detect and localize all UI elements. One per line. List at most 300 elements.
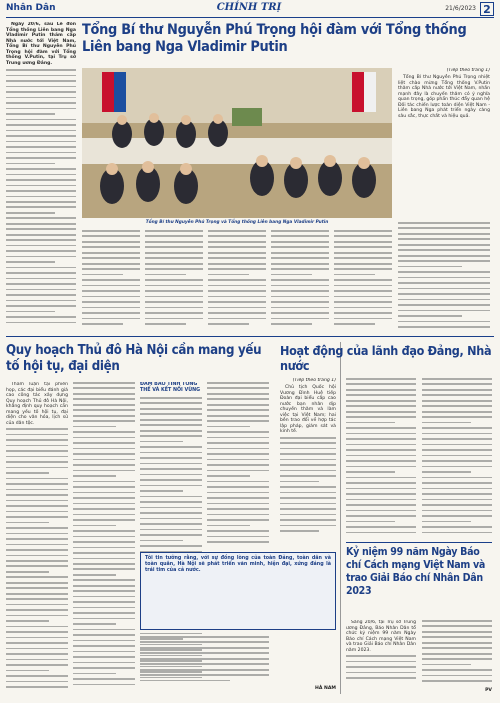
text-line xyxy=(140,457,202,459)
text-line xyxy=(6,565,68,567)
text-line xyxy=(207,420,269,422)
text-line xyxy=(73,623,116,625)
text-line xyxy=(280,448,336,450)
text-line xyxy=(140,507,202,509)
text-line xyxy=(6,467,68,469)
text-line xyxy=(398,233,490,235)
text-line xyxy=(271,318,329,320)
text-line xyxy=(208,230,266,232)
story2-column-4 xyxy=(207,382,269,552)
text-line xyxy=(208,263,266,265)
text-line xyxy=(6,670,49,672)
text-line xyxy=(6,267,76,269)
text-line xyxy=(82,312,140,314)
text-line xyxy=(6,527,68,529)
text-line xyxy=(398,299,490,301)
text-line xyxy=(422,400,492,402)
text-line xyxy=(73,612,135,614)
story1-intro-column xyxy=(6,22,76,332)
text-line xyxy=(398,310,490,312)
text-line xyxy=(207,514,269,516)
text-line xyxy=(73,442,135,444)
text-line xyxy=(6,272,76,274)
text-line xyxy=(398,260,490,262)
text-line xyxy=(73,437,135,439)
text-line xyxy=(422,389,492,391)
text-line xyxy=(271,241,329,243)
text-line xyxy=(145,307,203,309)
text-line xyxy=(73,579,135,581)
text-line xyxy=(334,263,392,265)
story1-lower-column-2 xyxy=(145,230,203,330)
text-line xyxy=(346,449,416,451)
text-line xyxy=(422,499,492,501)
text-line xyxy=(422,669,492,671)
text-line xyxy=(6,179,76,181)
meeting-photo-illustration xyxy=(82,68,392,218)
text-line xyxy=(6,91,76,93)
text-line xyxy=(140,490,183,492)
text-line xyxy=(271,279,329,281)
text-line xyxy=(140,408,202,410)
text-line xyxy=(271,268,329,270)
text-line xyxy=(6,146,76,148)
text-line xyxy=(145,263,203,265)
text-line xyxy=(422,488,492,490)
text-line xyxy=(140,512,202,514)
text-line xyxy=(334,257,392,259)
text-line xyxy=(6,245,76,247)
text-line xyxy=(346,515,416,517)
text-line xyxy=(422,526,492,528)
text-line xyxy=(6,168,76,170)
text-line xyxy=(6,511,68,513)
text-line xyxy=(334,290,392,292)
text-line xyxy=(6,544,68,546)
text-line xyxy=(398,321,490,323)
text-line xyxy=(346,488,416,490)
text-line xyxy=(334,274,375,276)
text-line xyxy=(208,323,249,325)
text-line xyxy=(6,206,76,208)
text-line xyxy=(398,244,490,246)
text-line xyxy=(334,279,392,281)
text-line xyxy=(140,430,202,432)
text-line xyxy=(422,658,492,660)
text-line xyxy=(422,532,492,534)
text-line xyxy=(398,282,490,284)
text-line xyxy=(73,547,135,549)
text-line xyxy=(422,482,492,484)
text-line xyxy=(422,647,492,649)
text-line xyxy=(398,238,490,240)
story1-lower-column-1 xyxy=(82,230,140,330)
text-line xyxy=(398,304,490,306)
text-line xyxy=(346,532,416,534)
text-line xyxy=(140,518,202,520)
text-line xyxy=(280,492,336,494)
text-line xyxy=(271,257,329,259)
text-line xyxy=(398,277,490,279)
text-line xyxy=(422,642,492,644)
text-line xyxy=(346,504,416,506)
text-line xyxy=(140,647,269,649)
text-line xyxy=(6,135,76,137)
text-line xyxy=(73,629,135,631)
text-line xyxy=(271,296,329,298)
story1-photo-caption: Tổng Bí thư Nguyễn Phú Trọng và Tổng thống Liên bang Nga Vladimir Putin xyxy=(145,220,329,225)
text-line xyxy=(207,431,269,433)
text-line xyxy=(346,378,416,380)
text-line xyxy=(208,279,266,281)
text-line xyxy=(207,519,269,521)
text-line xyxy=(6,593,68,595)
text-line xyxy=(6,598,68,600)
text-line xyxy=(346,438,416,440)
text-line xyxy=(140,633,202,635)
text-line xyxy=(334,301,392,303)
text-line xyxy=(334,318,392,320)
text-line xyxy=(6,560,68,562)
text-line xyxy=(346,427,416,429)
text-line xyxy=(422,460,492,462)
text-line xyxy=(82,252,140,254)
text-line xyxy=(207,453,269,455)
text-line xyxy=(6,108,76,110)
text-line xyxy=(6,664,68,666)
text-line xyxy=(6,152,76,154)
text-line xyxy=(271,235,329,237)
text-line xyxy=(6,533,68,535)
text-line xyxy=(207,437,269,439)
text-line xyxy=(73,508,135,510)
text-line xyxy=(82,257,140,259)
text-line xyxy=(271,323,312,325)
text-line xyxy=(422,521,471,523)
text-line xyxy=(280,464,336,466)
text-line xyxy=(6,201,76,203)
text-line xyxy=(73,415,135,417)
text-line xyxy=(6,450,68,452)
text-line xyxy=(398,326,490,328)
text-line xyxy=(140,441,183,443)
text-line xyxy=(73,607,135,609)
text-line xyxy=(82,279,140,281)
text-line xyxy=(422,422,471,424)
story1-intro-text-lines xyxy=(6,69,76,331)
text-line xyxy=(6,472,49,474)
text-line xyxy=(334,252,392,254)
text-line xyxy=(73,525,116,527)
text-line xyxy=(140,669,269,671)
text-line xyxy=(346,383,416,385)
text-line xyxy=(6,196,76,198)
text-line xyxy=(207,464,269,466)
text-line xyxy=(140,529,202,531)
text-line xyxy=(334,296,392,298)
text-line xyxy=(140,474,202,476)
text-line xyxy=(73,420,135,422)
text-line xyxy=(422,394,492,396)
text-line xyxy=(271,230,329,232)
text-line xyxy=(73,667,135,669)
text-line xyxy=(140,468,202,470)
text-line xyxy=(6,571,49,573)
text-line xyxy=(140,463,202,465)
story2-column-2-lines xyxy=(73,382,135,694)
text-line xyxy=(207,426,250,428)
text-line xyxy=(334,235,392,237)
text-line xyxy=(140,523,202,525)
text-line xyxy=(140,674,269,676)
text-line xyxy=(73,651,135,653)
story2-column-2 xyxy=(73,382,135,694)
text-line xyxy=(422,515,492,517)
text-line xyxy=(280,475,336,477)
story2-signature: HÀ NAM xyxy=(315,686,336,691)
text-line xyxy=(398,293,490,295)
text-line xyxy=(334,323,375,325)
text-line xyxy=(208,301,266,303)
text-line xyxy=(422,416,492,418)
text-line xyxy=(82,285,140,287)
text-line xyxy=(422,427,492,429)
text-line xyxy=(6,648,68,650)
text-line xyxy=(422,438,492,440)
text-line xyxy=(271,246,329,248)
text-line xyxy=(280,530,319,532)
text-line xyxy=(82,323,123,325)
story1-body: Tổng Bí thư Nguyễn Phú Trọng nhiệt liệt chào mừng Tổng thống V.Putin thăm cấp Nhà nước tới Việt Nam, nhấn mạnh đây là chuyến thăm có ý nghĩa quan trọng, góp phần thúc đẩy quan hệ Đối tác chiến lược toàn diện Việt Nam - Liên bang Nga phát triển ngày càng sâu sắc, thực chất và hiệu quả. xyxy=(398,75,490,119)
text-line xyxy=(422,675,492,677)
text-line xyxy=(73,618,135,620)
text-line xyxy=(207,470,269,472)
story2-quote-box xyxy=(140,552,336,630)
text-line xyxy=(145,323,186,325)
story4-column-1-lines xyxy=(346,655,416,685)
text-line xyxy=(280,519,336,521)
text-line xyxy=(207,404,269,406)
text-line xyxy=(73,426,116,428)
text-line xyxy=(6,250,76,252)
text-line xyxy=(6,549,68,551)
text-line xyxy=(140,540,183,542)
text-line xyxy=(6,130,76,132)
text-line xyxy=(6,434,68,436)
text-line xyxy=(145,318,203,320)
text-line xyxy=(6,141,76,143)
text-line xyxy=(346,411,416,413)
text-line xyxy=(73,448,135,450)
story1-lower-column-5 xyxy=(334,230,392,330)
text-line xyxy=(6,97,76,99)
text-line xyxy=(140,485,202,487)
text-line xyxy=(82,230,140,232)
text-line xyxy=(73,590,135,592)
text-line xyxy=(6,69,76,71)
text-line xyxy=(346,477,416,479)
text-line xyxy=(207,525,250,527)
text-line xyxy=(6,456,68,458)
text-line xyxy=(346,510,416,512)
text-line xyxy=(6,439,68,441)
text-line xyxy=(271,263,329,265)
text-line xyxy=(207,442,269,444)
text-line xyxy=(422,493,492,495)
text-line xyxy=(207,398,269,400)
text-line xyxy=(73,387,135,389)
text-line xyxy=(73,656,135,658)
text-line xyxy=(73,662,135,664)
text-line xyxy=(140,413,202,415)
text-line xyxy=(6,461,68,463)
text-line xyxy=(140,496,202,498)
text-line xyxy=(73,382,135,384)
text-line xyxy=(422,444,492,446)
text-line xyxy=(422,405,492,407)
text-line xyxy=(422,680,492,682)
text-line xyxy=(140,663,269,665)
text-line xyxy=(140,452,202,454)
text-line xyxy=(208,285,266,287)
text-line xyxy=(6,489,68,491)
text-line xyxy=(73,536,135,538)
text-line xyxy=(73,640,135,642)
text-line xyxy=(422,471,471,473)
text-line xyxy=(422,455,492,457)
text-line xyxy=(207,415,269,417)
text-line xyxy=(6,642,68,644)
text-line xyxy=(140,446,202,448)
text-line xyxy=(208,312,266,314)
text-line xyxy=(73,470,135,472)
story1-headline: Tổng Bí thư Nguyễn Phú Trọng hội đàm với Tổng thống Liên bang Nga Vladimir Putin xyxy=(82,22,467,55)
text-line xyxy=(346,433,416,435)
text-line xyxy=(398,315,462,317)
text-line xyxy=(398,255,490,257)
story2-headline: Quy hoạch Thủ đô Hà Nội cần mang yếu tố hội tụ, đại diện xyxy=(6,343,262,374)
text-line xyxy=(207,497,269,499)
text-line xyxy=(145,312,203,314)
text-line xyxy=(73,678,135,680)
text-line xyxy=(73,552,135,554)
text-line xyxy=(422,631,492,633)
story4-body: Sáng 20/6, tại Trụ sở Trung ương Đảng, Báo Nhân Dân tổ chức kỷ niệm 99 năm Ngày Báo chí Cách mạng Việt Nam và trao Giải Báo chí Nhân Dân năm 2023. xyxy=(346,620,416,653)
text-line xyxy=(422,504,492,506)
text-line xyxy=(208,235,266,237)
text-line xyxy=(140,397,202,399)
text-line xyxy=(334,230,392,232)
text-line xyxy=(6,261,55,263)
section-divider-2 xyxy=(346,542,492,543)
story2-column-1-lines xyxy=(6,428,68,694)
text-line xyxy=(280,442,336,444)
text-line xyxy=(207,486,269,488)
text-line xyxy=(271,290,329,292)
text-line xyxy=(207,530,269,532)
text-line xyxy=(6,305,76,307)
text-line xyxy=(145,230,203,232)
text-line xyxy=(208,246,266,248)
text-line xyxy=(208,268,266,270)
text-line xyxy=(346,677,416,679)
text-line xyxy=(280,459,336,461)
text-line xyxy=(346,455,416,457)
text-line xyxy=(6,505,68,507)
newspaper-logo: Nhân Dân xyxy=(6,3,56,13)
text-line xyxy=(346,521,395,523)
text-line xyxy=(398,249,490,251)
text-line xyxy=(6,576,68,578)
text-line xyxy=(6,500,68,502)
text-line xyxy=(280,486,336,488)
text-line xyxy=(73,481,135,483)
section-title: CHÍNH TRỊ xyxy=(216,2,282,13)
story4-column-1 xyxy=(346,620,416,696)
text-line xyxy=(422,620,492,622)
text-line xyxy=(6,234,76,236)
text-line xyxy=(6,190,76,192)
text-line xyxy=(6,294,76,296)
text-line xyxy=(398,222,490,224)
text-line xyxy=(6,675,68,677)
story1-lower-column-4 xyxy=(271,230,329,330)
text-line xyxy=(208,307,266,309)
story2-subhead: ĐẢM BẢO TÍNH TỔNG THỂ VÀ KẾT NỐI VÙNG xyxy=(140,382,201,393)
text-line xyxy=(422,636,492,638)
text-line xyxy=(145,285,203,287)
text-line xyxy=(346,526,416,528)
text-line xyxy=(145,241,203,243)
story3-column-1 xyxy=(280,378,336,548)
text-line xyxy=(346,466,416,468)
text-line xyxy=(145,268,203,270)
text-line xyxy=(140,636,269,638)
text-line xyxy=(280,453,336,455)
text-line xyxy=(208,318,266,320)
text-line xyxy=(6,653,68,655)
text-line xyxy=(82,246,140,248)
text-line xyxy=(73,673,116,675)
text-line xyxy=(82,235,140,237)
text-line xyxy=(208,252,266,254)
text-line xyxy=(208,290,266,292)
text-line xyxy=(422,625,492,627)
quote-text: Tôi tin tưởng rằng, với sự đồng lòng của toàn Đảng, toàn dân và toàn quân, Hà Nội sẽ phát triển văn minh, hiện đại, xứng đáng là trái tim của cả nước. xyxy=(145,556,331,574)
text-line xyxy=(6,163,55,165)
column-divider xyxy=(340,342,341,694)
text-line xyxy=(6,659,68,661)
text-line xyxy=(73,596,135,598)
text-line xyxy=(140,680,230,682)
text-line xyxy=(6,587,68,589)
text-line xyxy=(346,389,416,391)
text-line xyxy=(6,604,68,606)
text-line xyxy=(398,266,462,268)
text-line xyxy=(6,239,76,241)
text-line xyxy=(208,241,266,243)
text-line xyxy=(6,582,68,584)
text-line xyxy=(346,655,416,657)
text-line xyxy=(6,522,49,524)
text-line xyxy=(346,661,416,663)
text-line xyxy=(82,318,140,320)
text-line xyxy=(207,459,269,461)
masthead xyxy=(6,2,494,18)
story1-intro: Ngày 20/6, sau Lễ đón Tổng thống Liên bang Nga Vladimir Putin thăm cấp Nhà nước tới Việt Nam, Tổng Bí thư Nguyễn Phú Trọng hội đàm với Tổng thống V.Putin, tại Trụ sở Trung ương Đảng. xyxy=(6,22,76,66)
story3-column-1-lines xyxy=(280,437,336,537)
text-line xyxy=(73,563,135,565)
